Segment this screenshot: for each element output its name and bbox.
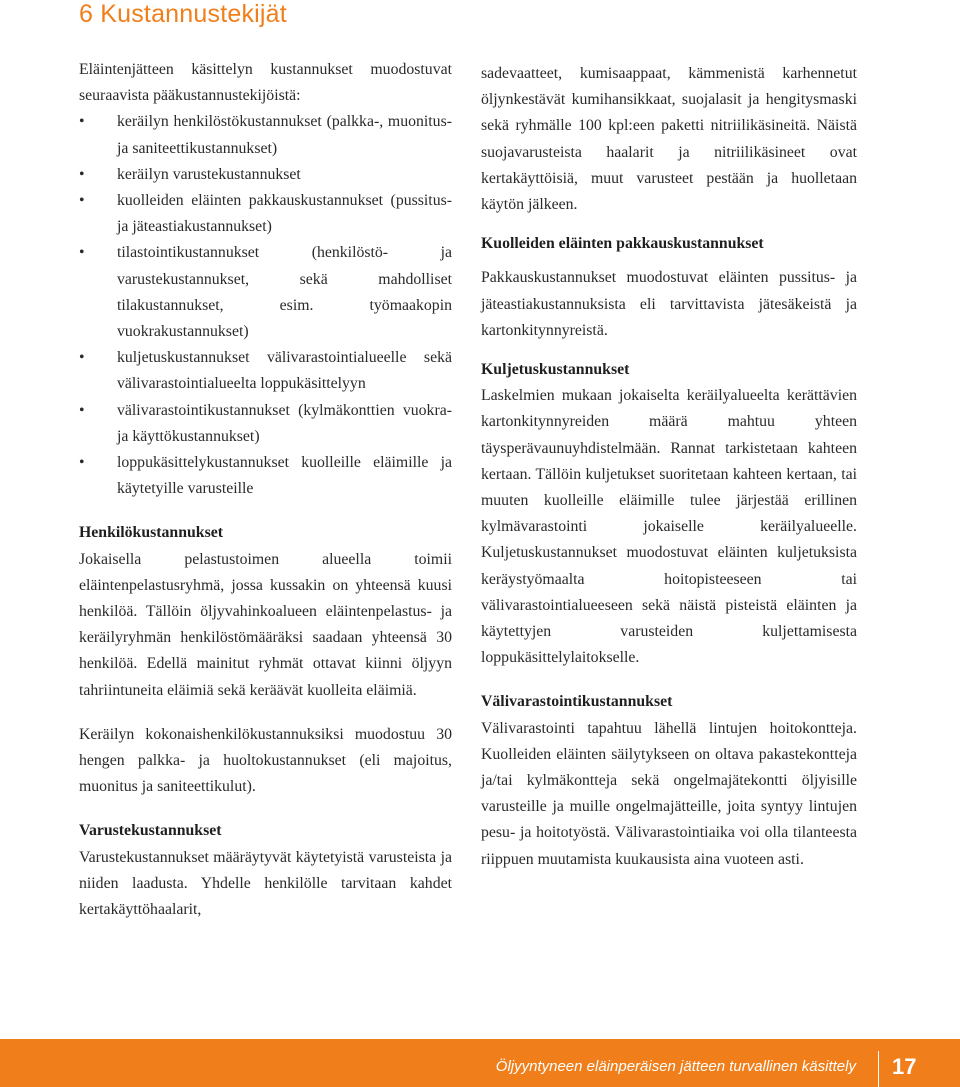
list-item: • kuolleiden eläinten pakkauskustannukset (pussitus- ja jäteastiakustannukset) bbox=[79, 188, 452, 240]
vali-paragraph: Välivarastointi tapahtuu lähellä lintujen hoitokontteja. Kuolleiden eläinten säilytykseen on oltava pakastekontteja ja/tai kylmäkontteja sekä ongelmajätekontti öljyisille varusteille ja muille ongelmajätteille, joita syntyy lintujen pesu- ja hoitotyöstä. Välivarastointiaika voi olla tilanteesta riippuen muutamista kuukausista aina vuoteen asti. bbox=[481, 719, 857, 868]
henkilo-paragraph: Jokaisella pelastustoimen alueella toimii eläintenpelastusryhmä, jossa kussakin on yhteensä kuusi henkilöä. Tällöin öljyvahinkoalueen eläintenpelastus- ja keräilyryhmän henkilöstömääräksi saadaan yhteensä 30 henkilöä. Edellä mainitut ryhmät ottavat kiinni öljyyn tahriintuneita eläimiä sekä keräävät kuolleita eläimiä. bbox=[79, 550, 452, 699]
intro-paragraph: Eläintenjätteen käsittelyn kustannukset muodostuvat seuraavista pääkustannustekijöistä: bbox=[79, 61, 452, 105]
pakkaus-paragraph: Pakkauskustannukset muodostuvat eläinten pussitus- ja jäteastiakustannuksista eli tarvittavista jätesäkeistä ja kartonkitynnyreistä. bbox=[481, 269, 857, 339]
footer-divider bbox=[878, 1051, 879, 1087]
section-heading-valivarastointikustannukset: Välivarastointikustannukset bbox=[481, 693, 673, 711]
kuljetus-paragraph: Laskelmien mukaan jokaiselta keräilyalueelta kerättävien kartonkitynnyreiden määrä mahtuu yhteen täysperävaunuyhdistelmään. Rannat tarkistetaan kahteen kertaan. Tällöin kuljetukset suoritetaan kahteen kertaan, tai muuten kuolleille eläimille tulee järjestää erillinen kylmävarastointi jokaiselle keräilyalueelle. Kuljetuskustannukset muodostuvat eläinten kuljetuksista keräystyömaalta hoitopisteeseen tai välivarastointialueeseen sekä näistä pisteistä eläinten ja käytettyjen varusteiden kuljettamisesta loppukäsittelylaitokselle. bbox=[481, 387, 857, 667]
list-item: • keräilyn varustekustannukset bbox=[79, 162, 452, 188]
footer-bar bbox=[0, 1039, 960, 1087]
right-column bbox=[481, 61, 857, 873]
list-item: • kuljetuskustannukset välivarastointialueelle sekä välivarastointialueelta loppukäsittelyyn bbox=[79, 345, 452, 397]
footer-title: Öljyyntyneen eläinperäisen jätteen turvallinen käsittely bbox=[495, 1058, 856, 1075]
section-heading-kuljetuskustannukset: Kuljetuskustannukset bbox=[481, 361, 630, 379]
left-column bbox=[79, 57, 452, 923]
cost-factor-list bbox=[79, 109, 452, 502]
page-number: 17 bbox=[892, 1054, 917, 1079]
list-item: • tilastointikustannukset (henkilöstö- ja varustekustannukset, sekä mahdolliset tilakustannukset, esim. työmaakopin vuokrakustannukset) bbox=[79, 240, 452, 345]
section-heading-varustekustannukset: Varustekustannukset bbox=[79, 822, 222, 840]
list-item: • keräilyn henkilöstökustannukset (palkka-, muonitus- ja saniteettikustannukset) bbox=[79, 109, 452, 161]
varuste-paragraph: Varustekustannukset määräytyvät käytetyistä varusteista ja niiden laadusta. Yhdelle henkilölle tarvitaan kahdet kertakäyttöhaalarit, bbox=[79, 848, 452, 919]
list-item: • loppukäsittelykustannukset kuolleille eläimille ja käytetyille varusteille bbox=[79, 450, 452, 502]
section-heading-henkilokustannukset: Henkilökustannukset bbox=[79, 524, 223, 542]
henkilo-paragraph-2: Keräilyn kokonaishenkilökustannuksiksi muodostuu 30 hengen palkka- ja huoltokustannukset (eli majoitus, muonitus ja saniteettikulut). bbox=[79, 725, 452, 796]
list-item: • välivarastointikustannukset (kylmäkonttien vuokra- ja käyttökustannukset) bbox=[79, 398, 452, 450]
page-title: 6 Kustannustekijät bbox=[79, 0, 287, 28]
section-heading-pakkauskustannukset: Kuolleiden eläinten pakkauskustannukset bbox=[481, 235, 764, 253]
varuste-paragraph-continued: sadevaatteet, kumisaappaat, kämmenistä karhennetut öljynkestävät kumihansikkaat, suojalasit ja hengitysmaski sekä ryhmälle 100 kpl:een paketti nitriilikäsineitä. Näistä suojavarusteista haalarit ja nitriilikäsineet ovat kertakäyttöisiä, muut varusteet pestään ja huolletaan käytön jälkeen. bbox=[481, 65, 857, 214]
